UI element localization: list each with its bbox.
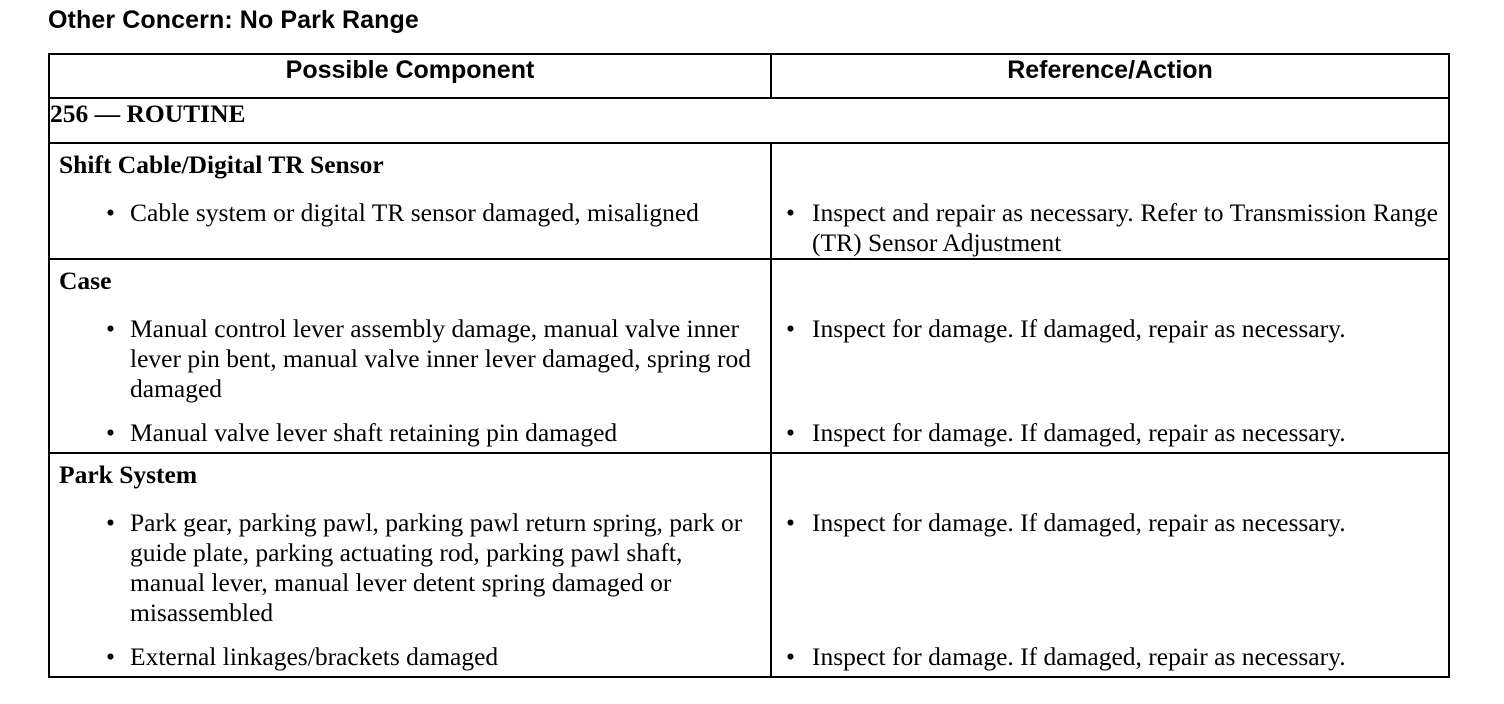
action-text: Inspect for damage. If damaged, repair as necessary. [812, 642, 1346, 671]
action-item [772, 418, 1448, 448]
group-label: Shift Cable/Digital TR Sensor [59, 150, 384, 179]
header-possible-component: Possible Component [49, 54, 771, 98]
action-text: Inspect for damage. If damaged, repair as necessary. [812, 508, 1346, 537]
component-item [50, 508, 770, 628]
group-label: Park System [59, 460, 198, 489]
bullet: • [786, 508, 795, 537]
bullet: • [786, 418, 795, 447]
action-cell [771, 259, 1449, 453]
bullet: • [106, 198, 115, 227]
bullet: • [106, 418, 115, 447]
header-reference-action: Reference/Action [771, 54, 1449, 98]
component-cell [49, 259, 771, 453]
component-item [50, 314, 770, 404]
section-row [49, 98, 1449, 143]
action-text: Inspect for damage. If damaged, repair as necessary. [812, 314, 1346, 343]
bullet: • [106, 314, 115, 343]
component-text: Manual control lever assembly damage, manual valve inner lever pin bent, manual valve inner lever damaged, spring rod damaged [130, 314, 751, 403]
component-item [50, 198, 770, 228]
component-text: Cable system or digital TR sensor damaged, misaligned [130, 198, 699, 227]
group-label: Case [59, 266, 112, 295]
action-text: Inspect for damage. If damaged, repair as necessary. [812, 418, 1346, 447]
action-text: Inspect and repair as necessary. Refer to Transmission Range (TR) Sensor Adjustment [812, 198, 1438, 257]
component-item [50, 642, 770, 672]
diagnostic-table [48, 53, 1450, 678]
component-text: External linkages/brackets damaged [130, 642, 499, 671]
page-title: Other Concern: No Park Range [48, 6, 419, 34]
bullet: • [786, 198, 795, 227]
bullet: • [786, 642, 795, 671]
bullet: • [106, 508, 115, 537]
group-row [49, 143, 1449, 259]
header-row [49, 54, 1449, 98]
component-text: Park gear, parking pawl, parking pawl return spring, park or guide plate, parking actuating rod, parking pawl shaft, manual lever, manual lever detent spring damaged or misassembled [130, 508, 743, 627]
group-row [49, 259, 1449, 453]
action-cell [771, 453, 1449, 677]
action-item [772, 198, 1448, 258]
action-item [772, 508, 1448, 538]
section-label: 256 — ROUTINE [49, 98, 1449, 143]
action-item [772, 642, 1448, 672]
component-item [50, 418, 770, 448]
action-cell [771, 143, 1449, 259]
bullet: • [106, 642, 115, 671]
component-cell [49, 143, 771, 259]
component-text: Manual valve lever shaft retaining pin damaged [130, 418, 618, 447]
component-cell [49, 453, 771, 677]
group-row [49, 453, 1449, 677]
action-item [772, 314, 1448, 344]
bullet: • [786, 314, 795, 343]
